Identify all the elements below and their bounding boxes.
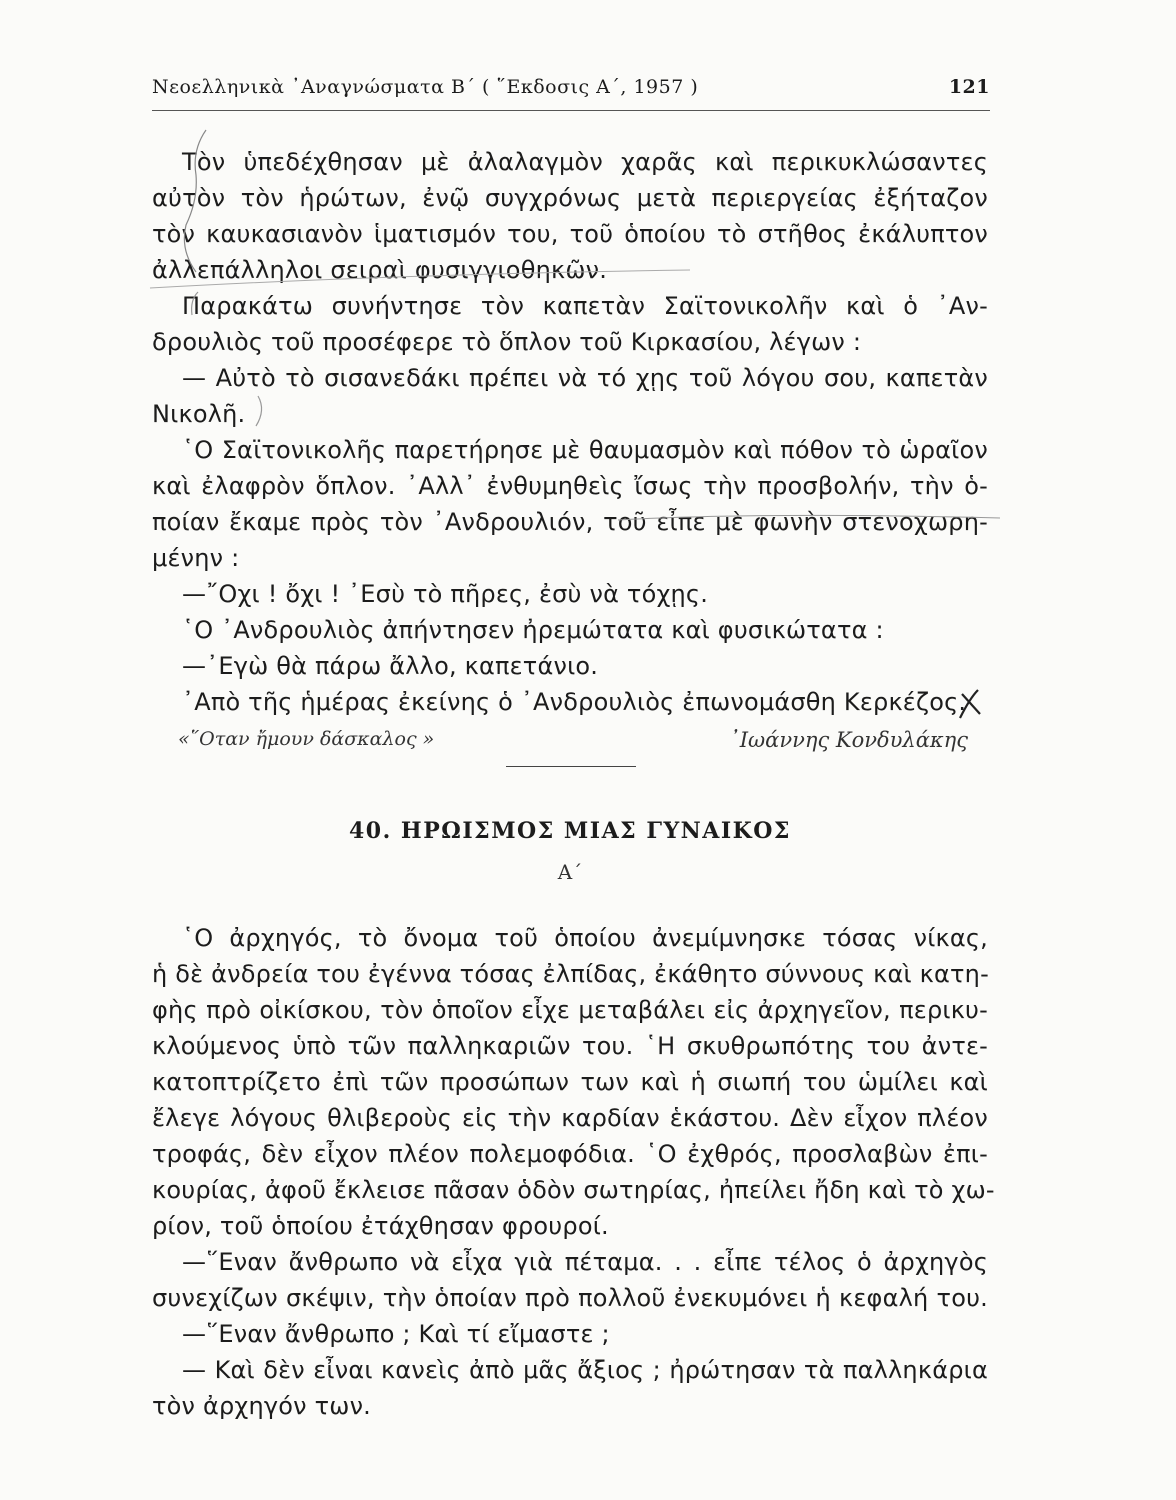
text-line: αὐτὸν τὸν ἡρώτων, ἐνῷ συγχρόνως μετὰ περιεργείας ἐξήταζον [152, 184, 988, 212]
text-line: Τὸν ὑπεδέχθησαν μὲ ἀλαλαγμὸν χαρᾶς καὶ περικυκλώσαντες [182, 148, 988, 176]
text-line: —῎Οχι ! ὄχι ! ᾿Εσὺ τὸ πῆρες, ἐσὺ νὰ τόχῃς. [182, 580, 709, 608]
text-line: ποίαν ἔκαμε πρὸς τὸν ᾿Ανδρουλιόν, τοῦ εἶπε μὲ φωνὴν στενοχωρη- [152, 508, 988, 536]
text-line: κουρίας, ἀφοῦ ἔκλεισε πᾶσαν ὁδὸν σωτηρίας, ἠπείλει ἤδη καὶ τὸ χω- [152, 1176, 995, 1204]
pencil-check-mark [960, 690, 980, 718]
text-line: —᾿Εγὼ θὰ πάρω ἄλλο, καπετάνιο. [182, 652, 599, 680]
pencil-underline-mark [150, 270, 690, 288]
text-line: ἀλλεπάλληλοι σειραὶ φυσιγγιοθηκῶν. [152, 256, 608, 284]
text-line: τὸν καυκασιανὸν ἱματισμόν του, τοῦ ὁποίου τὸ στῆθος ἐκάλυπτον [152, 220, 988, 248]
text-line: Παρακάτω συνήντησε τὸν καπετὰν Σαϊτονικολῆν καὶ ὁ ᾿Αν- [182, 292, 988, 320]
text-line: δρουλιὸς τοῦ προσέφερε τὸ ὅπλον τοῦ Κιρκασίου, λέγων : [152, 328, 862, 356]
text-line: ῾Ο ἀρχηγός, τὸ ὄνομα τοῦ ὁποίου ἀνεμίμνησκε τόσας νίκας, [182, 924, 988, 952]
text-line: ρίον, τοῦ ὁποίου ἐτάχθησαν φρουροί. [152, 1212, 609, 1240]
chapter-title: 40. ΗΡΩΙΣΜΟΣ ΜΙΑΣ ΓΥΝΑΙΚΟΣ [349, 818, 791, 844]
pencil-underline-mark [618, 515, 1000, 520]
text-line: — Αὐτὸ τὸ σισανεδάκι πρέπει νὰ τό χῃς τοῦ λόγου σου, καπετὰν [182, 364, 988, 392]
text-line: κλούμενος ὑπὸ τῶν παλληκαριῶν του. ῾Η σκυθρωπότης του ἀντε- [152, 1032, 988, 1060]
text-line: Νικολῆ. [152, 400, 246, 428]
text-line: μένην : [152, 544, 240, 572]
text-line: ᾿Απὸ τῆς ἡμέρας ἐκείνης ὁ ᾿Ανδρουλιὸς ἐπωνομάσθη Κερκέζος. [182, 688, 967, 716]
page-number: 121 [948, 76, 990, 98]
pencil-bracket-mark [256, 396, 262, 426]
chapter-part: Α΄ [557, 860, 583, 884]
text-line: —῞Εναν ἄνθρωπο ; Καὶ τί εἴμαστε ; [182, 1320, 610, 1348]
running-head-title: Νεοελληνικὰ ᾿Αναγνώσματα Β΄ ( ῞Εκδοσις Α΄, 1957 ) [152, 76, 699, 98]
text-line: ἔλεγε λόγους θλιβεροὺς εἰς τὴν καρδίαν ἑκάστου. Δὲν εἶχον πλέον [152, 1104, 988, 1132]
text-line: καὶ ἐλαφρὸν ὅπλον. ᾿Αλλ᾿ ἐνθυμηθεὶς ἴσως τὴν προσβολήν, τὴν ὁ- [152, 472, 988, 500]
text-line: φὴς πρὸ οἰκίσκου, τὸν ὁποῖον εἶχε μεταβάλει εἰς ἀρχηγεῖον, περικυ- [152, 996, 988, 1024]
text-line: ἡ δὲ ἀνδρεία του ἐγέννα τόσας ἐλπίδας, ἐκάθητο σύννους καὶ κατη- [152, 960, 989, 988]
text-line: τὸν ἀρχηγόν των. [152, 1392, 372, 1420]
source-work: «῞Οταν ἤμουν δάσκαλος » [178, 728, 435, 750]
text-line: τροφάς, δὲν εἶχον πλέον πολεμοφόδια. ῾Ο ἐχθρός, προσλαβὼν ἐπι- [152, 1140, 988, 1168]
text-line: κατοπτρίζετο ἐπὶ τῶν προσώπων των καὶ ἡ σιωπή του ὡμίλει καὶ [152, 1068, 988, 1096]
pencil-bracket-mark [192, 292, 198, 315]
pencil-bracket-mark [184, 130, 206, 272]
text-line: — Καὶ δὲν εἶναι κανεὶς ἀπὸ μᾶς ἄξιος ; ἠρώτησαν τὰ παλληκάρια [182, 1356, 988, 1384]
text-line: ῾Ο Σαϊτονικολῆς παρετήρησε μὲ θαυμασμὸν καὶ πόθον τὸ ὡραῖον [182, 436, 988, 464]
source-author: ᾿Ιωάννης Κονδυλάκης [729, 728, 968, 752]
text-line: ῾Ο ᾿Ανδρουλιὸς ἀπήντησεν ἠρεμώτατα καὶ φυσικώτατα : [182, 616, 884, 644]
text-line: συνεχίζων σκέψιν, τὴν ὁποίαν πρὸ πολλοῦ ἐνεκυμόνει ἡ κεφαλή του. [152, 1284, 988, 1312]
text-line: —῞Εναν ἄνθρωπο νὰ εἶχα γιὰ πέταμα. . . εἶπε τέλος ὁ ἀρχηγὸς [182, 1248, 988, 1276]
